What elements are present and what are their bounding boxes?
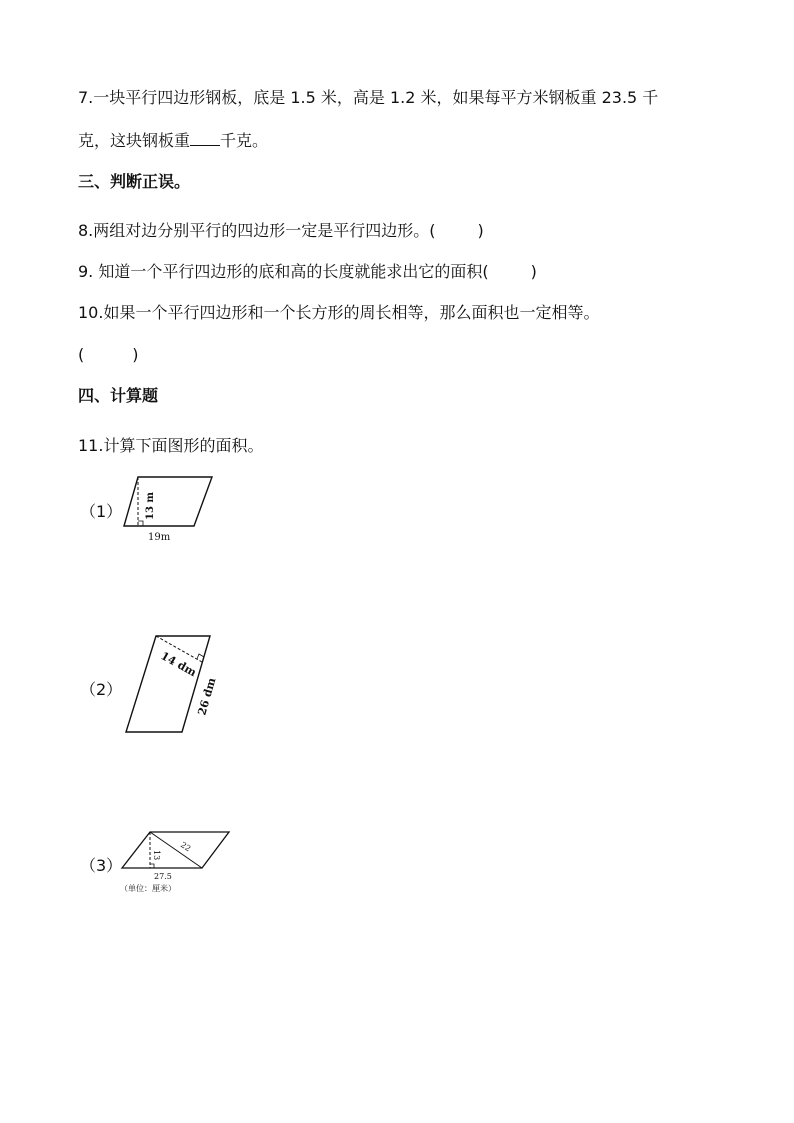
fig2-height-label: 14 dm [158, 649, 199, 680]
fig1-parallelogram [124, 477, 212, 526]
q8 [78, 221, 484, 241]
section4-title: 四、计算题 [78, 386, 159, 405]
fig1-height-label: 13 m [145, 492, 156, 520]
q7-line1 [78, 88, 658, 108]
q11-text: 11.计算下面图形的面积。 [78, 436, 264, 455]
q7-answer-blank[interactable] [190, 131, 220, 146]
q7-text-line1: 7.一块平行四边形钢板，底是 1.5 米，高是 1.2 米，如果每平方米钢板重 23.5 千 [78, 88, 659, 107]
q9-text: 9. 知道一个平行四边形的底和高的长度就能求出它的面积( [78, 262, 489, 281]
q10-text: 10.如果一个平行四边形和一个长方形的周长相等，那么面积也一定相等。 [78, 303, 600, 322]
section3-title: 三、判断正误。 [78, 172, 191, 191]
fig3-parallelogram-figure [118, 826, 233, 902]
fig3-diag-label: 22 [178, 840, 193, 854]
q10-answer-line [78, 345, 139, 365]
fig3-unit-label: （单位：厘米） [120, 884, 176, 893]
q8-text: 8.两组对边分别平行的四边形一定是平行四边形。( [78, 221, 436, 240]
q10-open-paren: ( [78, 345, 85, 364]
q7-line2 [78, 131, 268, 151]
fig1-label: （1） [80, 502, 123, 521]
q7-text-after: 千克。 [220, 131, 269, 150]
fig2-parallelogram-figure [122, 632, 217, 738]
q10 [78, 303, 599, 323]
fig1-parallelogram-figure [120, 472, 215, 544]
fig3-label: （3） [80, 856, 123, 875]
q10-close-paren: ) [132, 345, 139, 364]
q7-text-before: 克，这块钢板重 [78, 131, 191, 150]
fig2-label: （2） [80, 680, 123, 699]
q9 [78, 262, 537, 282]
q8-close-paren: ) [477, 221, 484, 240]
fig1-base-label: 19m [148, 532, 171, 543]
fig3-base-label: 27.5 [154, 872, 172, 881]
fig3-height-label: 13 [152, 850, 161, 861]
fig2-side-label: 26 dm [195, 676, 219, 717]
q9-close-paren: ) [530, 262, 537, 281]
fig1-right-angle-mark [138, 521, 143, 526]
